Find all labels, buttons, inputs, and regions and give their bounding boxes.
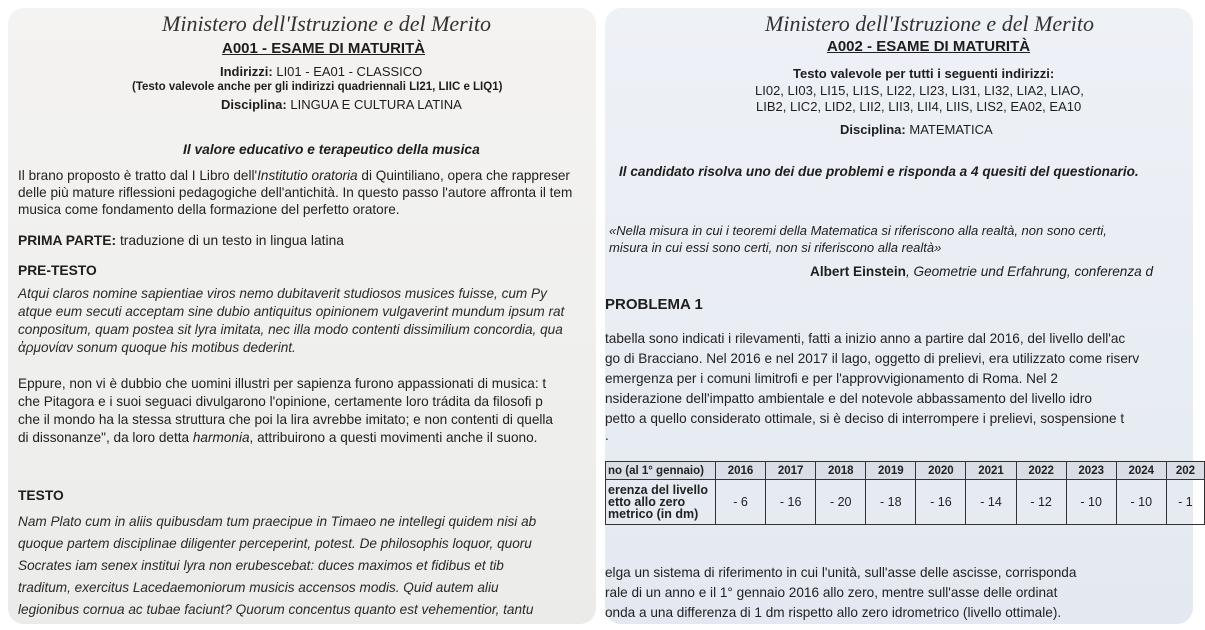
table-value: - 18	[866, 480, 916, 525]
problem-text-line: elga un sistema di riferimento in cui l'unità, sull'asse delle ascisse, corrisponda	[605, 565, 1077, 580]
translation-line: Eppure, non vi è dubbio che uomini illustri per sapienza furono appassionati di musica: t	[18, 376, 547, 391]
problem-heading: PROBLEMA 1	[605, 296, 703, 313]
disciplina-line: Disciplina: LINGUA E CULTURA LATINA	[221, 97, 462, 112]
problem-text-line: onda a una differenza di 1 dm rispetto allo zero idrometrico (livello ottimale).	[605, 605, 1062, 620]
validity-note: (Testo valevole anche per gli indirizzi quadriennali LI21, LIIC e LIQ1)	[132, 81, 503, 93]
table-value: - 12	[1016, 480, 1066, 525]
indirizzi-line: Indirizzi: LI01 - EA01 - CLASSICO	[220, 64, 423, 79]
problem-text-line: nsiderazione dell'impatto ambientale e del notevole abbassamento del livello idro	[605, 391, 1092, 406]
testo-line: legionibus cornua ac tubae faciunt? Quorum concentus quanto est vehementior, tantu	[18, 602, 534, 617]
table-year: 2020	[916, 462, 966, 480]
testo-heading: TESTO	[18, 488, 64, 503]
table-year: 2024	[1116, 462, 1166, 480]
table-year: 2021	[966, 462, 1016, 480]
quote-line-2: misura in cui essi sono certi, non si riferiscono alla realtà»	[609, 240, 942, 255]
pretesto-line: atque eum secuti acceptam sine dubio antiquitus opinionem vulgaverint mundum ipsum rat	[18, 304, 565, 319]
table-year: 2016	[716, 462, 766, 480]
latin-exam-page	[8, 8, 596, 624]
table-header-row	[606, 462, 1205, 480]
problem-text-line: emergenza per i comuni limitrofi e per l'approvvigionamento di Roma. Nel 2	[605, 371, 1058, 386]
pretesto-line: ἀρμονίαν sonum quoque his motibus dederint.	[18, 340, 296, 355]
prima-parte-line: PRIMA PARTE: traduzione di un testo in lingua latina	[18, 233, 344, 248]
translation-line: di dissonanze", da loro detta harmonia, attribuirono a questi movimenti anche il suono.	[18, 430, 538, 445]
table-value: - 10	[1116, 480, 1166, 525]
problem-text-line: tabella sono indicati i rilevamenti, fatti a inizio anno a partire dal 2016, del livello dell'ac	[605, 331, 1126, 346]
problem-text-line: go di Bracciano. Nel 2016 e nel 2017 il lago, oggetto di prelievi, era utilizzato come riserv	[605, 351, 1140, 366]
ministry-header: Ministero dell'Istruzione e del Merito	[162, 11, 491, 36]
table-value: - 20	[816, 480, 866, 525]
translation-line: che il mondo ha la stessa struttura che poi la lira avrebbe imitato; e non contenti di quella	[18, 412, 553, 427]
testo-line: quoque partem disciplinae diligenter perceperint, potest. De philosophis loquor, quoru	[18, 536, 532, 551]
table-year: 2018	[816, 462, 866, 480]
validity-label: Testo valevole per tutti i seguenti indirizzi:	[793, 66, 1055, 81]
intro-line-2: delle più mature riflessioni pedagogiche dell'antichità. In questo passo l'autore affronta il tem	[18, 185, 573, 200]
exam-code: A001 - ESAME DI MATURITÀ	[222, 40, 426, 57]
table-year: 2017	[766, 462, 816, 480]
passage-title: Il valore educativo e terapeutico della musica	[183, 142, 480, 157]
quote-attribution: Albert Einstein, Geometrie und Erfahrung, conferenza d	[810, 264, 1154, 279]
quote-line-1: «Nella misura in cui i teoremi della Matematica si riferiscono alla realtà, non sono certi,	[609, 223, 1107, 238]
table-year: 2023	[1066, 462, 1116, 480]
translation-line: che Pitagora e i suoi seguaci divulgarono l'opinione, certamente loro trádita da filosofi p	[18, 394, 543, 409]
exam-code: A002 - ESAME DI MATURITÀ	[827, 38, 1031, 55]
math-exam-page	[605, 8, 1196, 624]
table-value: - 1	[1166, 480, 1204, 525]
pretesto-line: conpositum, quam postea sit lyra imitata, nec illa modo contenti dissimilium concordia, qua	[18, 322, 563, 337]
testo-line: Nam Plato cum in aliis quibusdam tum praecipue in Timaeo ne intellegi quidem nisi ab	[18, 514, 537, 529]
table-year: 2022	[1016, 462, 1066, 480]
lake-level-table	[605, 461, 1205, 525]
validity-codes-1: LI02, LI03, LI15, LI1S, LI22, LI23, LI31, LI32, LIA2, LIAO,	[755, 83, 1084, 98]
testo-line: traditum, exercitus Lacedaemoniorum musicis accensos modis. Quid autem aliu	[18, 580, 499, 595]
exam-instruction: Il candidato risolva uno dei due problemi e risponda a 4 quesiti del questionario.	[619, 164, 1139, 179]
pretesto-line: Atqui claros nomine sapientiae viros nemo dubitaverit studiosos musices fuisse, cum Py	[18, 286, 547, 301]
problem-text-line: rale di un anno e il 1° gennaio 2016 allo zero, mentre sull'asse delle ordinat	[605, 585, 1058, 600]
intro-line-1: Il brano proposto è tratto dal I Libro dell'Institutio oratoria di Quintiliano, opera che rappreser	[18, 168, 570, 183]
table-value: - 16	[916, 480, 966, 525]
table-row-label: erenza del livello etto allo zero metrico (in dm)	[606, 480, 716, 525]
table-value: - 14	[966, 480, 1016, 525]
validity-codes-2: LIB2, LIC2, LID2, LII2, LII3, LII4, LIIS, LIS2, EA02, EA10	[756, 99, 1082, 114]
table-values-row	[606, 480, 1205, 525]
table-year: 2019	[866, 462, 916, 480]
table-value: - 6	[716, 480, 766, 525]
testo-line: Socrates iam senex institui lyra non erubescebat: duces maximos et fidibus et tib	[18, 558, 504, 573]
table-value: - 10	[1066, 480, 1116, 525]
problem-text-line: petto a quello considerato ottimale, si è deciso di interrompere i prelievi, sospensione t	[605, 411, 1125, 426]
intro-line-3: musica come fondamento della formazione del perfetto oratore.	[18, 202, 400, 217]
disciplina-line: Disciplina: MATEMATICA	[840, 122, 993, 137]
pretesto-heading: PRE-TESTO	[18, 263, 97, 278]
ministry-header: Ministero dell'Istruzione e del Merito	[765, 11, 1094, 36]
table-value: - 16	[766, 480, 816, 525]
problem-text-line: .	[605, 428, 609, 443]
table-year: 202	[1166, 462, 1204, 480]
table-header-label: no (al 1° gennaio)	[606, 462, 716, 480]
